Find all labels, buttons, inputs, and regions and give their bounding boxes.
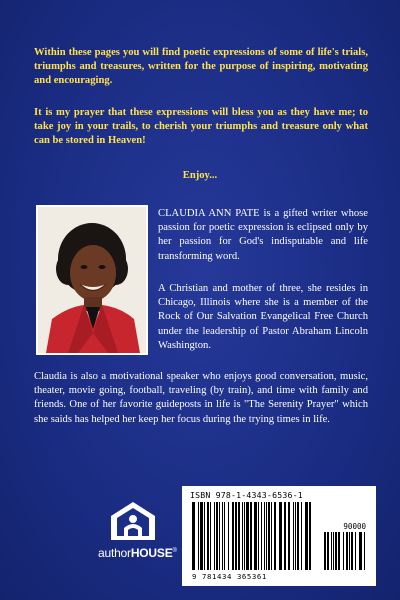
barcode-bar [343,532,344,570]
barcode-bar [224,502,225,570]
barcode-bar [222,502,223,570]
barcode-bar [338,532,340,570]
barcode-bar [261,502,262,570]
barcode-bar [346,532,348,570]
barcode-bar [238,502,240,570]
barcode-digits: 9 781434 365361 [192,572,267,581]
barcode-bar [204,502,205,570]
isbn-label: ISBN 978-1-4343-6536-1 [190,490,303,500]
barcode-bar [244,502,245,570]
barcode-bar [246,502,249,570]
barcode-bar [295,502,296,570]
barcode-bar [355,532,356,570]
barcode-bar [266,502,267,570]
barcode-bar [364,532,365,570]
barcode-bar [235,502,237,570]
barcode-bar [331,532,332,570]
barcode-bar [207,502,209,570]
author-bio-paragraph-3: Claudia is also a motivational speaker who enjoys good conversation, music, theater, movie going, football, traveling (by train), and time with family and friends. One of her favorite guideposts in life is "The Serenity Prayer" which she saids has helped her keep her focus during the trying times in life. [34,371,368,425]
price-code: 90000 [343,522,366,531]
barcode-bar [254,502,257,570]
barcode-bar [349,532,350,570]
publisher-name-prefix: author [98,546,131,560]
publisher-name-suffix: HOUSE [130,546,173,560]
barcode-bar [268,502,270,570]
barcode-bar [293,502,294,570]
barcode-addon-bars [324,532,368,570]
barcode-box [182,486,376,586]
barcode-bar [324,532,326,570]
author-photo [36,205,148,355]
barcode-bar [228,502,229,570]
barcode-bar [297,502,299,570]
barcode-bar [192,502,195,570]
barcode-bar [219,502,220,570]
registered-mark: ® [172,548,177,554]
barcode-bar [301,502,302,570]
barcode-bar [333,532,334,570]
barcode-bar [198,502,199,570]
barcode-bar [351,532,353,570]
barcode-bar [242,502,243,570]
barcode-bar [327,532,329,570]
authorhouse-logo-icon [108,500,158,542]
intro-closing: Enjoy... [182,170,218,181]
barcode-bar [271,502,272,570]
intro-paragraph-1: Within these pages you will find poetic expressions of some of life's trials, triumphs and treasures, written for the purpose of inspiring, motivating and encouraging. [34,47,368,87]
author-bio-paragraph-2: A Christian and mother of three, she resides in Chicago, Illinois where she is a member of the Rock of Our Salvation Evangelical Free Church under the leadership of Pastor Abraham Lincoln Washington. [158,283,368,351]
barcode-bar [250,502,252,570]
barcode-bar [274,502,276,570]
barcode-bar [288,502,290,570]
barcode-bar [210,502,211,570]
barcode-bar [216,502,218,570]
portrait-photo-icon [38,207,146,353]
barcode-bar [200,502,203,570]
barcode-bar [309,502,311,570]
barcode-bar [359,532,362,570]
barcode-bar [258,502,259,570]
barcode-bar [264,502,265,570]
barcode-bar [284,502,286,570]
barcode-bar [232,502,234,570]
author-bio-paragraph-1: CLAUDIA ANN PATE is a gifted writer whose passion for poetic expression is eclipsed only by her passion for God's indisputable and life transforming word. [158,208,368,262]
barcode-bar [214,502,215,570]
barcode-bar [335,532,337,570]
barcode-bar [305,502,308,570]
intro-paragraph-2: It is my prayer that these expressions will bless you as they have me; to take joy in your trails, to cherish your triumphs and treasure only what can be stored in Heaven! [34,107,368,147]
barcode-bars [192,502,312,570]
barcode-bar [279,502,282,570]
